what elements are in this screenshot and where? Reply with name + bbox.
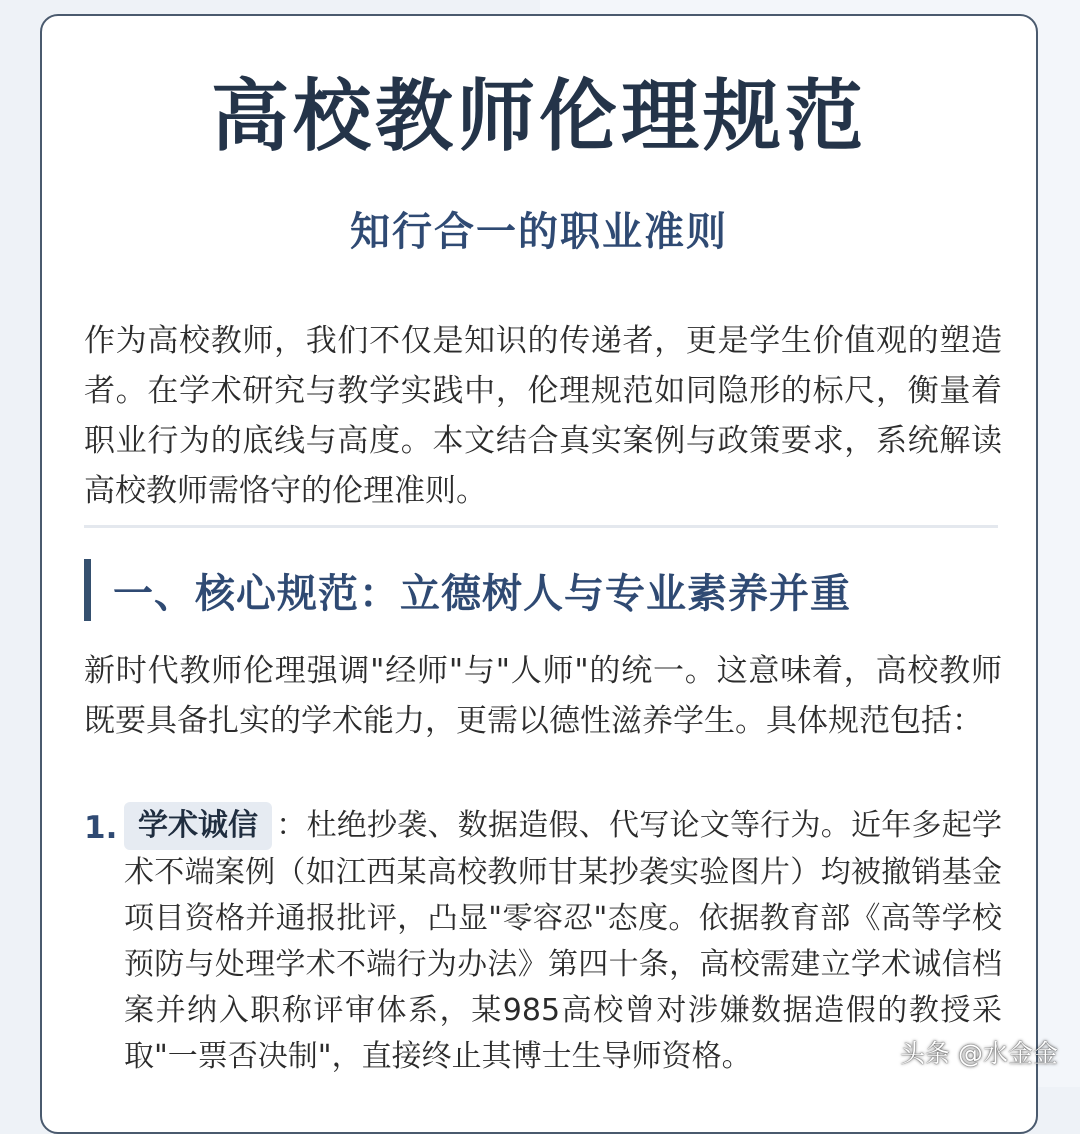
section-divider (84, 525, 998, 528)
article-card (40, 14, 1038, 1134)
section-heading (84, 559, 998, 621)
section-intro-paragraph: 新时代教师伦理强调"经师"与"人师"的统一。这意味着，高校教师既要具备扎实的学术能力，更需以德性滋养学生。具体规范包括： (84, 653, 1002, 739)
list-item-body (124, 802, 1002, 1080)
list-item-term: 学术诚信 (124, 802, 272, 850)
section-heading-text: 一、核心规范：立德树人与专业素养并重 (113, 570, 851, 617)
list-item-text: ：杜绝抄袭、数据造假、代写论文等行为。近年多起学术不端案例（如江西某高校教师甘某抄袭实验图片）均被撤销基金项目资格并通报批评，凸显"零容忍"态度。依据教育部《高等学校预防与处理学术不端行为办法》第四十条，高校需建立学术诚信档案并纳入职称评审体系，某985高校曾对涉嫌数据造假的教授采取"一票否决制"，直接终止其博士生导师资格。 (124, 808, 1002, 1074)
intro-paragraph: 作为高校教师，我们不仅是知识的传递者，更是学生价值观的塑造者。在学术研究与教学实践中，伦理规范如同隐形的标尺，衡量着职业行为的底线与高度。本文结合真实案例与政策要求，系统解读高校教师需恪守的伦理准则。 (84, 323, 1002, 509)
section-accent-bar (84, 559, 91, 621)
page-title: 高校教师伦理规范 (210, 72, 867, 162)
watermark: 头条 @水金金 (900, 1039, 1058, 1068)
list-item-number: 1. (84, 810, 118, 846)
page-subtitle: 知行合一的职业准则 (350, 209, 728, 255)
